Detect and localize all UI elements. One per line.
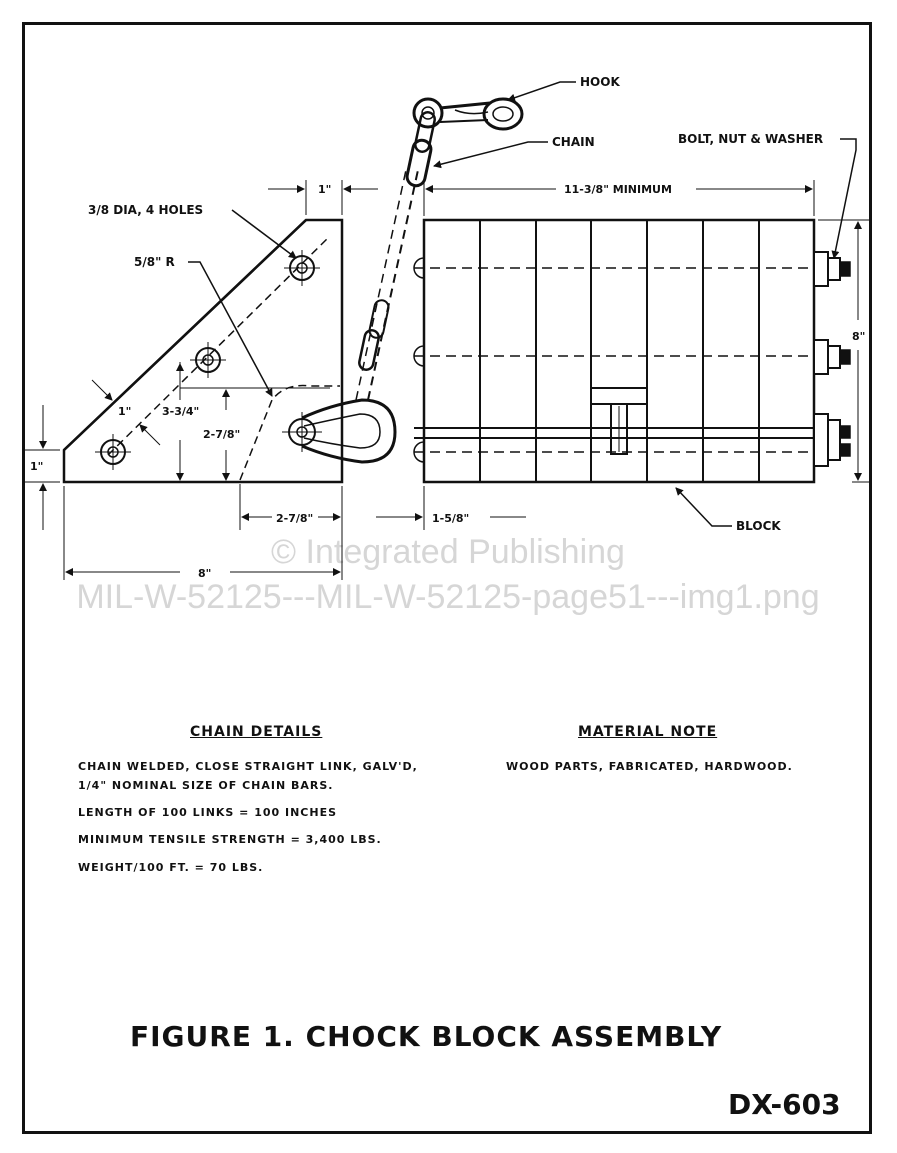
- dim-2-7-8-horizontal: 2-7/8": [276, 512, 314, 525]
- dim-top-1in: 1": [318, 183, 332, 196]
- watermark-line-1: © Integrated Publishing: [271, 533, 625, 571]
- hook: [440, 99, 522, 129]
- dim-side-1in: 1": [30, 460, 44, 473]
- chain-details-line-5: WEIGHT/100 FT. = 70 LBS.: [78, 861, 264, 874]
- bolt-hole: [284, 250, 320, 286]
- dim-width-8in: 8": [198, 567, 212, 580]
- left-dimensions: [22, 180, 378, 580]
- label-radius: 5/8" R: [134, 255, 175, 269]
- drawing-number: DX-603: [728, 1088, 841, 1121]
- dim-3-3-4: 3-3/4": [162, 405, 200, 418]
- chain-details-heading: CHAIN DETAILS: [190, 724, 323, 740]
- label-block: BLOCK: [736, 519, 781, 533]
- block-front-view: [414, 220, 822, 482]
- right-dimensions: [376, 180, 872, 530]
- dim-height-8in: 8": [852, 330, 866, 343]
- label-hook: HOOK: [580, 75, 620, 89]
- bolt-hole: [190, 342, 226, 378]
- label-chain: CHAIN: [552, 135, 595, 149]
- chain: [356, 99, 442, 400]
- label-holes: 3/8 DIA, 4 HOLES: [88, 203, 204, 217]
- bolt-hole: [95, 434, 131, 470]
- figure-title: FIGURE 1. CHOCK BLOCK ASSEMBLY: [130, 1020, 723, 1053]
- label-bolt-nut-washer: BOLT, NUT & WASHER: [678, 132, 824, 146]
- dim-diag-1in: 1": [118, 405, 132, 418]
- dim-1-5-8: 1-5/8": [432, 512, 470, 525]
- material-note-heading: MATERIAL NOTE: [578, 724, 718, 740]
- watermark-line-2: MIL-W-52125---MIL-W-52125-page51---img1.png: [76, 578, 820, 616]
- material-note-line-1: WOOD PARTS, FABRICATED, HARDWOOD.: [506, 760, 793, 773]
- chain-details-line-4: MINIMUM TENSILE STRENGTH = 3,400 LBS.: [78, 833, 382, 846]
- chain-details-line-1: CHAIN WELDED, CLOSE STRAIGHT LINK, GALV'D,: [78, 760, 418, 773]
- dim-minimum-length: 11-3/8" MINIMUM: [564, 183, 672, 196]
- dim-2-7-8-vertical: 2-7/8": [203, 428, 241, 441]
- chock-side-view: [64, 220, 395, 482]
- chain-details-line-3: LENGTH OF 100 LINKS = 100 INCHES: [78, 806, 338, 819]
- chain-details-line-2: 1/4" NOMINAL SIZE OF CHAIN BARS.: [78, 779, 334, 792]
- bolt-nut-washer: [814, 252, 850, 466]
